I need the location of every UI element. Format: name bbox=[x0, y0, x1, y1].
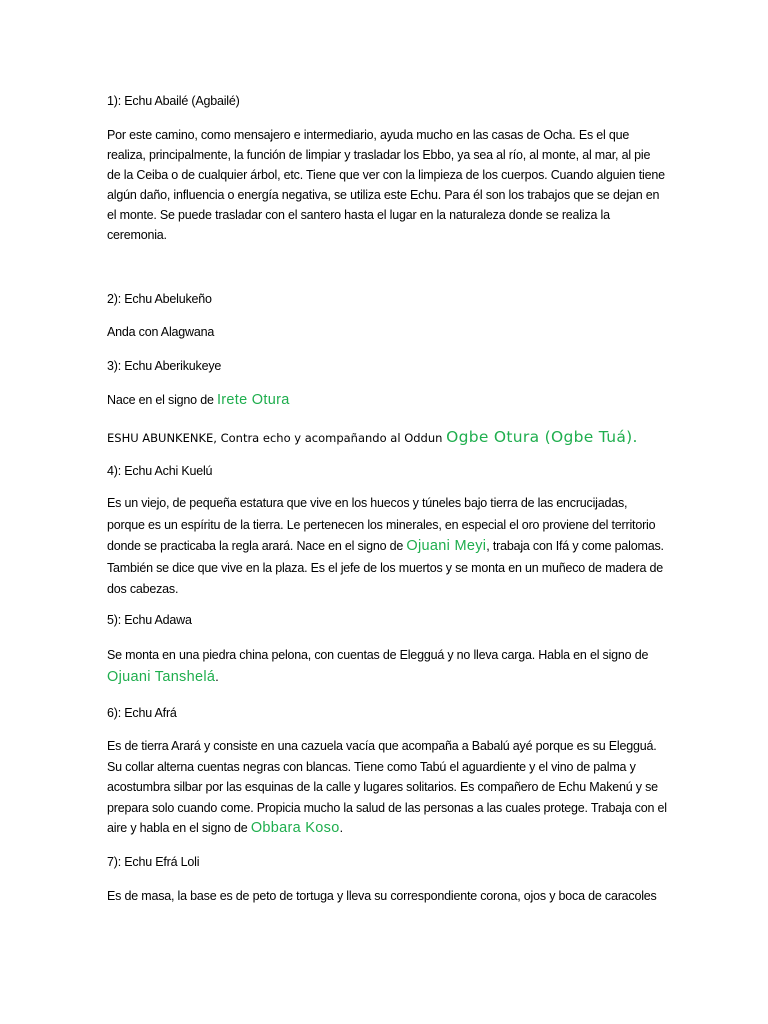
oddun-prefix: ESHU ABUNKENKE, Contra echo y acompañando al Oddun bbox=[107, 431, 447, 445]
paragraph-eshu-abunkenke bbox=[107, 427, 667, 448]
text-suffix: . bbox=[215, 670, 219, 684]
text-suffix: . bbox=[339, 821, 343, 835]
heading-echu-abelukeno: 2): Echu Abelukeño bbox=[107, 292, 212, 306]
heading-echu-abaile: 1): Echu Abailé (Agbailé) bbox=[107, 94, 240, 108]
paragraph-echu-achi-kuelu bbox=[107, 493, 667, 601]
sign-obbara-koso: Obbara Koso bbox=[250, 820, 340, 836]
heading-echu-afra: 6): Echu Afrá bbox=[107, 706, 177, 720]
heading-echu-efra-loli: 7): Echu Efrá Loli bbox=[107, 855, 200, 869]
heading-echu-achi-kuelu: 4): Echu Achi Kuelú bbox=[107, 464, 213, 478]
paragraph-echu-efra-loli: Es de masa, la base es de peto de tortuga y lleva su correspondiente corona, ojos y boca de caracoles bbox=[107, 889, 657, 903]
sign-ojuani-tanshela: Ojuani Tanshelá bbox=[107, 669, 216, 685]
sign-irete-otura: Irete Otura bbox=[216, 392, 290, 408]
text-prefix: Es un viejo, de pequeña estatura que vive en los huecos y túneles bajo tierra de las encrucijadas, porque es un espíritu de la tierra. Le pertenecen los minerales, en especial el oro proviene del territorio donde se practicaba la regla arará. Nace en el signo de bbox=[107, 496, 656, 553]
paragraph-echu-adawa bbox=[107, 644, 667, 688]
text-prefix: Se monta en una piedra china pelona, con cuentas de Elegguá y no lleva carga. Habla en el signo de bbox=[107, 648, 649, 662]
heading-echu-aberikukeye: 3): Echu Aberikukeye bbox=[107, 359, 222, 373]
paragraph-echu-afra bbox=[107, 736, 667, 839]
sign-prefix: Nace en el signo de bbox=[107, 393, 217, 407]
sign-ogbe-otura: Ogbe Otura (Ogbe Tuá). bbox=[446, 428, 638, 446]
paragraph-echu-abaile: Por este camino, como mensajero e intermediario, ayuda mucho en las casas de Ocha. Es el que realiza, principalmente, la función de limpiar y trasladar los Ebbo, ya sea al río, al monte, al mar, al pie de la Ceiba o de cualquier árbol, etc. Tiene que ver con la limpieza de los cuerpos. Cuando alguien tiene algún daño, influencia o energía negativa, se utiliza este Echu. Para él son los trabajos que se dejan en el monte. Se puede trasladar con el santero hasta el lugar en la naturaleza donde se realiza la ceremonia. bbox=[107, 128, 665, 242]
paragraph-echu-abelukeno: Anda con Alagwana bbox=[107, 325, 215, 339]
text-prefix: Es de tierra Arará y consiste en una cazuela vacía que acompaña a Babalú ayé porque es su Elegguá. Su collar alterna cuentas negras con blancas. Tiene como Tabú el aguardiente y el vino de palma y acostumbra silbar por las esquinas de la calle y lugares solitarios. Es compañero de Echu Makenú y se prepara solo cuando come. Propicia mucho la salud de las personas a las cuales protege. Trabaja con el aire y habla en el signo de bbox=[107, 739, 667, 835]
sign-ojuani-meyi: Ojuani Meyi bbox=[406, 538, 487, 554]
heading-echu-adawa: 5): Echu Adawa bbox=[107, 613, 192, 627]
paragraph-echu-aberikukeye bbox=[107, 390, 667, 410]
text-suffix: , trabaja con Ifá y come palomas. También se dice que vive en la plaza. Es el jefe de los muertos y se monta en un muñeco de madera de dos cabezas. bbox=[107, 539, 664, 596]
